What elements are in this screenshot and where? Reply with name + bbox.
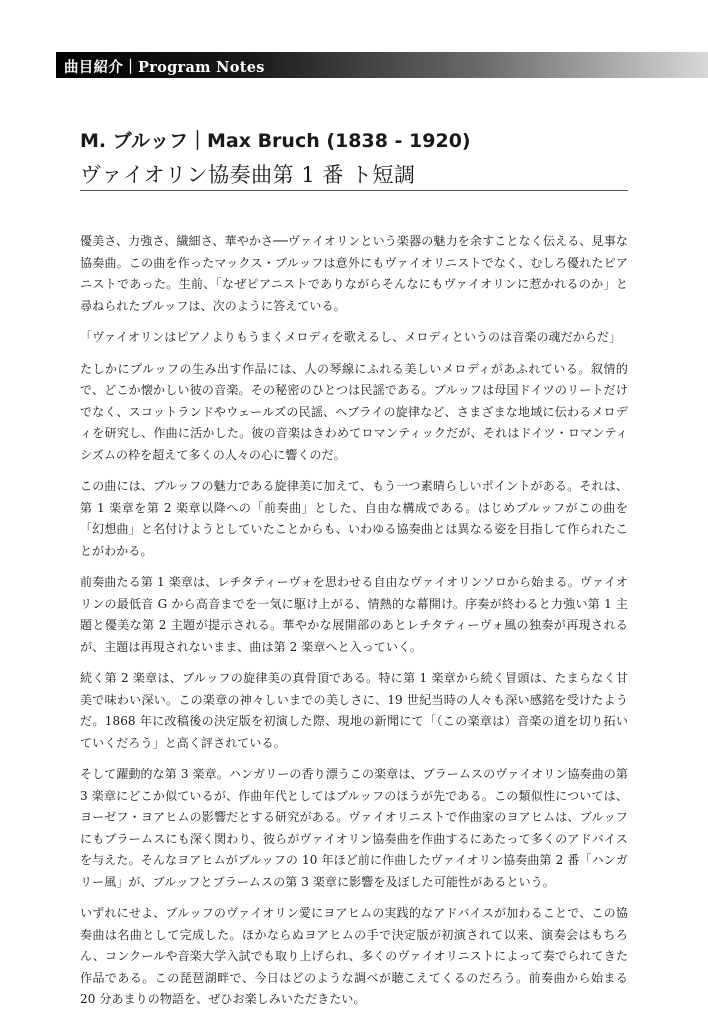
paragraph-movement-3: そして躍動的な第 3 楽章。ハンガリーの香り漂うこの楽章は、ブラームスのヴァイオリン協奏曲の第 3 楽章にどこか似ているが、作曲年代としてはブルッフのほうが先である。この類似性については、ヨーゼフ・ヨアヒムの影響だとする研究がある。ヴァイオリニストで作曲家のヨアヒムは、ブルッフにもブラームスにも深く関わり、彼らがヴァイオリン協奏曲を作曲するにあたって多くのアドバイスを与えた。そんなヨアヒムがブルッフの 10 年ほど前に作曲したヴァイオリン協奏曲第 2 番「ハンガリー風」が、ブルッフとブラームスの第 3 楽章に影響を及ぼした可能性があるという。 [80,767,628,889]
section-header-bar [56,52,708,78]
paragraph-movement-1: 前奏曲たる第 1 楽章は、レチタティーヴォを思わせる自由なヴァイオリンソロから始まる。ヴァイオリンの最低音 G から高音までを一気に駆け上がる、情熱的な幕開け。序奏が終わると力強い第 1 主題と優美な第 2 主題が提示される。華やかな展開部のあとレチタティーヴォ風の独奏が再現されるが、主題は再現されないまま、曲は第 2 楽章へと入っていく。 [80,575,628,654]
paragraph-conclusion: いずれにせよ、ブルッフのヴァイオリン愛にヨアヒムの実践的なアドバイスが加わることで、この協奏曲は名曲として完成した。ほかならぬヨアヒムの手で決定版が初演されて以来、演奏会はもちろん、コンクールや音楽大学入試でも取り上げられ、多くのヴァイオリニストによって奏でられてきた作品である。この琵琶湖畔で、今日はどのような調べが聴こえてくるのだろう。前奏曲から始まる 20 分あまりの物語を、ぜひお楽しみいただきたい。 [80,906,628,1006]
work-title: ヴァイオリン協奏曲第 1 番 ト短調 [80,163,416,187]
paragraph-structure: この曲には、ブルッフの魅力である旋律美に加えて、もう一つ素晴らしいポイントがある。それは、第 1 楽章を第 2 楽章以降への「前奏曲」とした、自由な構成である。はじめブルッフがこの曲を「幻想曲」と名付けようとしていたことからも、いわゆる協奏曲とは異なる姿を目指して作られたことがわかる。 [80,479,628,558]
paragraph-movement-2: 続く第 2 楽章は、ブルッフの旋律美の真骨頂である。特に第 1 楽章から続く冒頭は、たまらなく甘美で味わい深い。この楽章の神々しいまでの美しさに、19 世紀当時の人々も深い感銘を受けたようだ。1868 年に改稿後の決定版を初演した際、現地の新聞にて「（この楽章は）音楽の道を切り拓いていくだろう」と高く評されている。 [80,671,628,750]
paragraph-melody: たしかにブルッフの生み出す作品には、人の琴線にふれる美しいメロディがあふれている。叙情的で、どこか懐かしい彼の音楽。その秘密のひとつは民謡である。ブルッフは母国ドイツのリートだけでなく、スコットランドやウェールズの民謡、ヘブライの旋律など、さまざまな地域に伝わるメロディを研究し、作曲に活かした。彼の音楽はきわめてロマンティックだが、それはドイツ・ロマンティシズムの枠を超えて多くの人々の心に響くのだ。 [80,361,628,462]
section-header-title: 曲目紹介｜Program Notes [64,59,265,76]
paragraph-quote: 「ヴァイオリンはピアノよりもうまくメロディを歌えるし、メロディというのは音楽の魂だからだ」 [80,330,622,344]
program-notes-body [80,231,628,1021]
title-divider [80,190,628,191]
composer-heading: M. ブルッフ｜Max Bruch (1838 - 1920) [80,130,471,152]
paragraph-intro: 優美さ、力強さ、繊細さ、華やかさ──ヴァイオリンという楽器の魅力を余すことなく伝える、見事な協奏曲。この曲を作ったマックス・ブルッフは意外にもヴァイオリニストでなく、むしろ優れたピアニストであった。生前、「なぜピアニストでありながらそんなにもヴァイオリンに惹かれるのか」と尋ねられたブルッフは、次のように答えている。 [80,234,628,313]
